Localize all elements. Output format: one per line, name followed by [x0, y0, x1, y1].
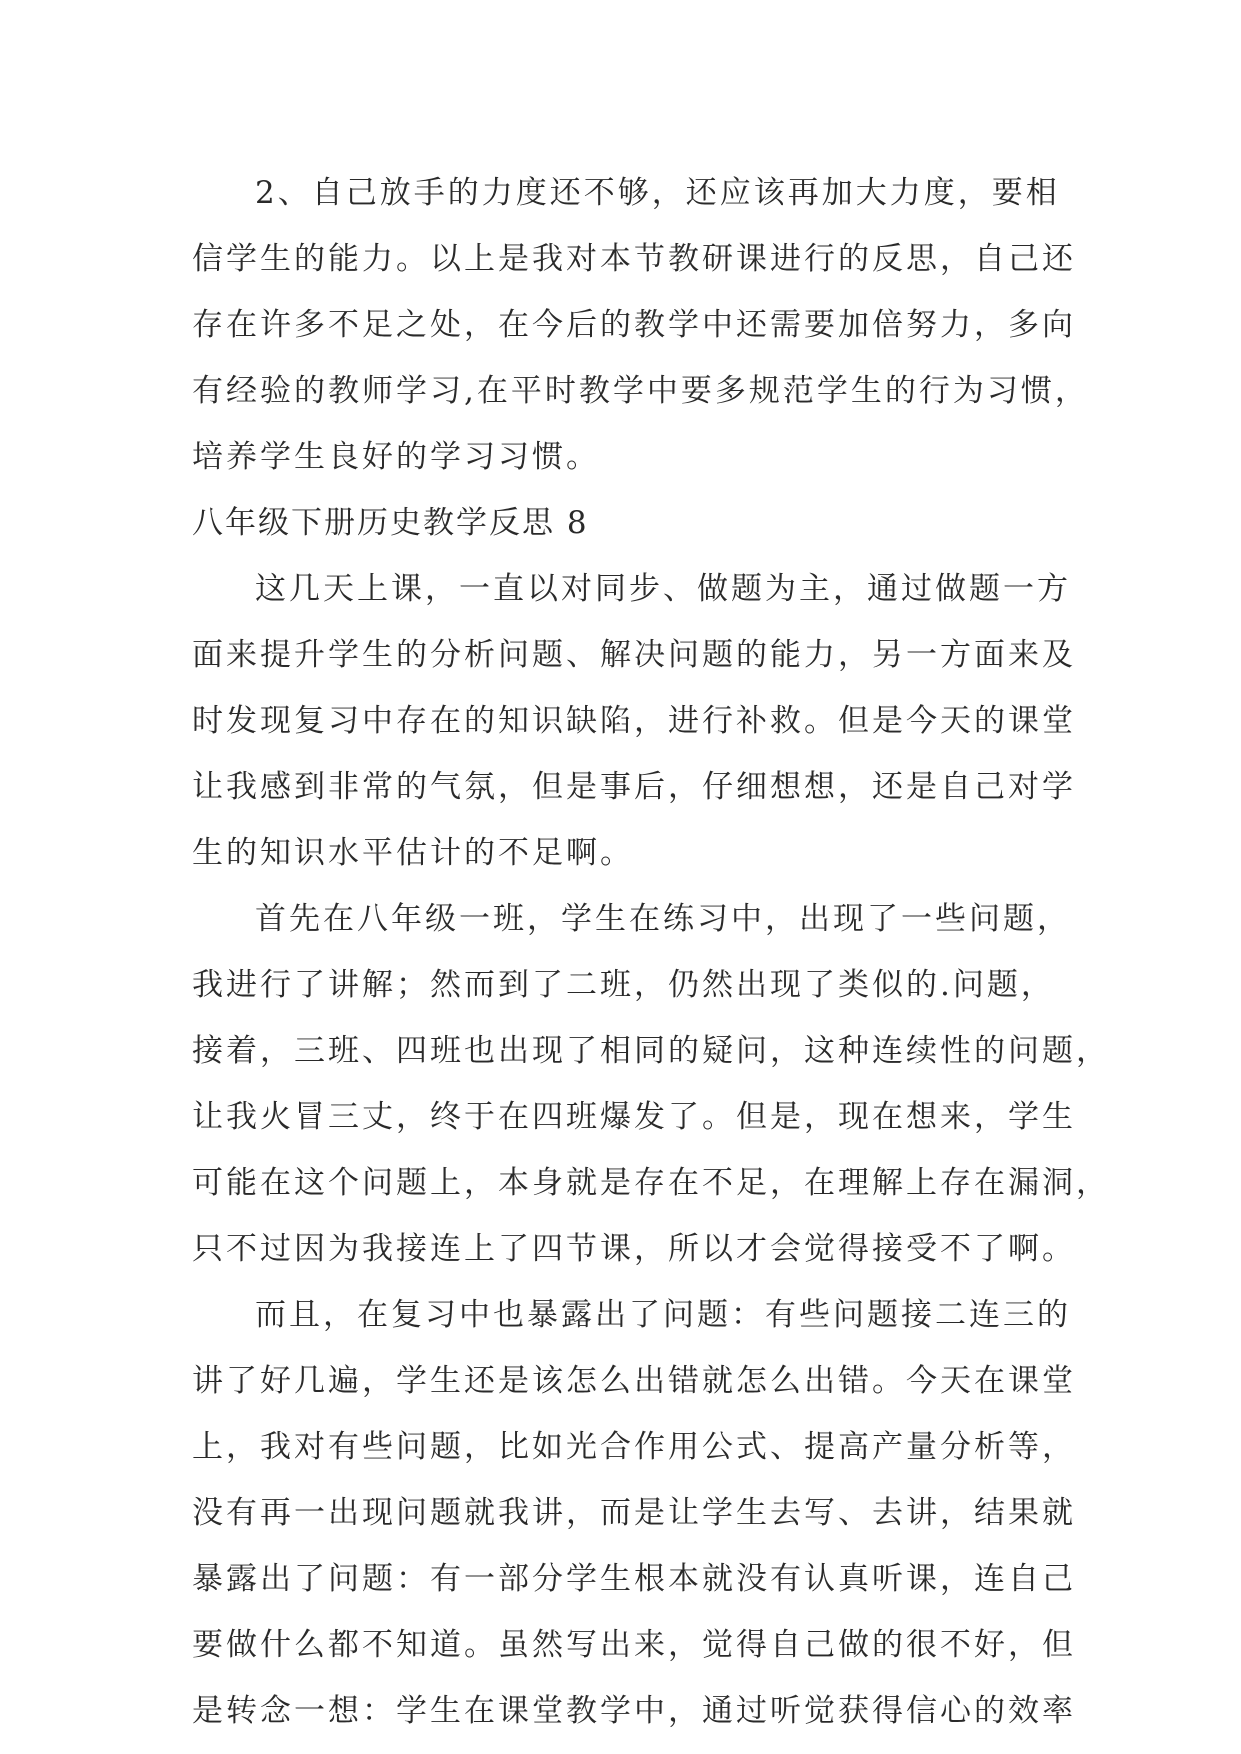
- section-heading: 八年级下册历史教学反思 8: [192, 505, 589, 541]
- text-line: 信学生的能力。以上是我对本节教研课进行的反思，自己还: [192, 241, 1076, 277]
- text-line: 首先在八年级一班，学生在练习中，出现了一些问题，: [255, 901, 1071, 937]
- paragraph-2: [192, 556, 1076, 886]
- text-line: 要做什么都不知道。虽然写出来，觉得自己做的很不好，但: [192, 1627, 1076, 1663]
- text-line: 是转念一想：学生在课堂教学中，通过听觉获得信心的效率: [192, 1693, 1076, 1729]
- text-line: 培养学生良好的学习习惯。: [192, 439, 600, 475]
- paragraph-3: [192, 886, 1110, 1282]
- text-line: 讲了好几遍，学生还是该怎么出错就怎么出错。今天在课堂: [192, 1363, 1076, 1399]
- text-line: 可能在这个问题上，本身就是存在不足，在理解上存在漏洞，: [192, 1165, 1110, 1201]
- text-line: 让我感到非常的气氛，但是事后，仔细想想，还是自己对学: [192, 769, 1076, 805]
- text-line: 暴露出了问题：有一部分学生根本就没有认真听课，连自己: [192, 1561, 1076, 1597]
- text-line: 存在许多不足之处，在今后的教学中还需要加倍努力，多向: [192, 307, 1076, 343]
- text-line: 我进行了讲解；然而到了二班，仍然出现了类似的.问题，: [192, 967, 1055, 1003]
- text-line: 时发现复习中存在的知识缺陷，进行补救。但是今天的课堂: [192, 703, 1076, 739]
- text-line: 上，我对有些问题，比如光合作用公式、提高产量分析等，: [192, 1429, 1076, 1465]
- text-line: 面来提升学生的分析问题、解决问题的能力，另一方面来及: [192, 637, 1076, 673]
- text-line: 2、自己放手的力度还不够，还应该再加大力度，要相: [255, 175, 1060, 211]
- text-line: 而且，在复习中也暴露出了问题：有些问题接二连三的: [255, 1297, 1071, 1333]
- paragraph-4: [192, 1282, 1076, 1744]
- text-line: 让我火冒三丈，终于在四班爆发了。但是，现在想来，学生: [192, 1099, 1076, 1135]
- text-line: 接着，三班、四班也出现了相同的疑问，这种连续性的问题，: [192, 1033, 1110, 1069]
- text-line: 只不过因为我接连上了四节课，所以才会觉得接受不了啊。: [192, 1231, 1076, 1267]
- text-line: 这几天上课，一直以对同步、做题为主，通过做题一方: [255, 571, 1071, 607]
- text-line: 生的知识水平估计的不足啊。: [192, 835, 634, 871]
- document-body: [192, 160, 1110, 1744]
- text-line: 有经验的教师学习,在平时教学中要多规范学生的行为习惯，: [192, 373, 1089, 409]
- paragraph-1: [192, 160, 1089, 490]
- text-line: 没有再一出现问题就我讲，而是让学生去写、去讲，结果就: [192, 1495, 1076, 1531]
